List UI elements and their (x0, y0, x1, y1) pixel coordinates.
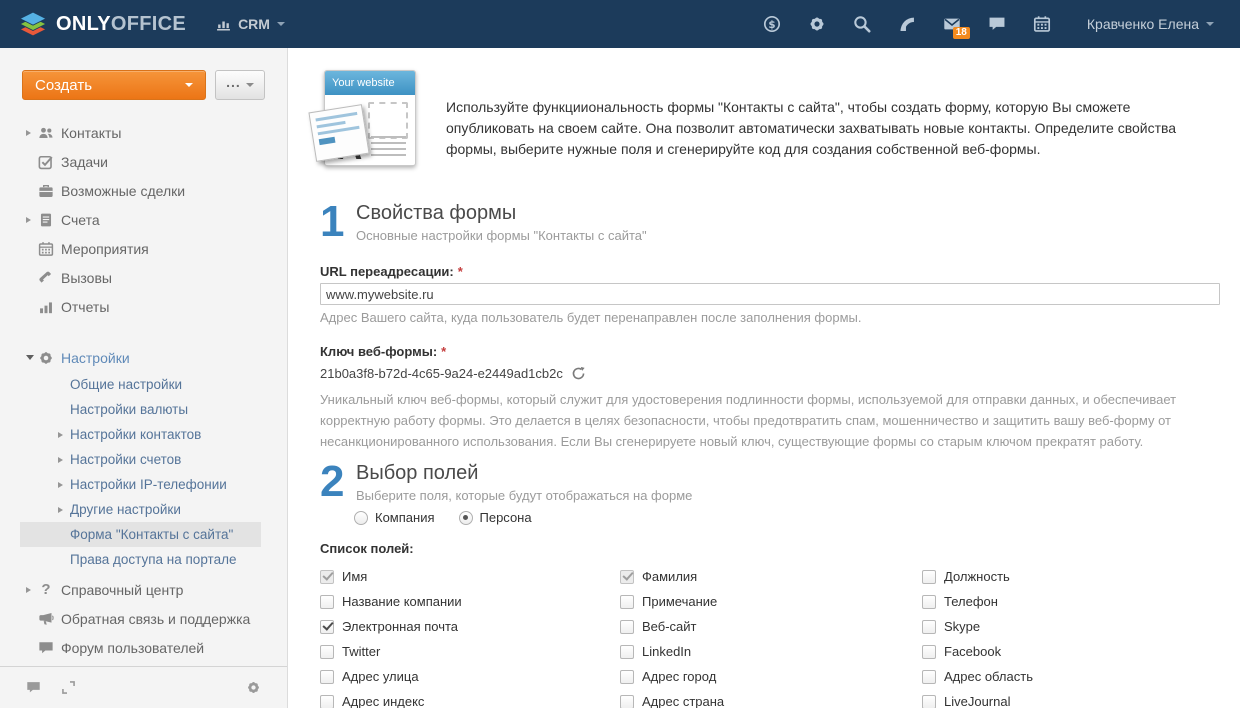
calendar-icon (1033, 15, 1051, 33)
sidebar-item-settings[interactable] (0, 343, 287, 372)
sidebar-item-settings-voip[interactable]: Настройки IP-телефонии (20, 472, 261, 497)
illustration-header: Your website (325, 71, 415, 95)
checkbox-address-zip[interactable]: Адрес индекс (320, 694, 620, 708)
expand-right-icon (58, 482, 70, 488)
sidebar-item-label: Вызовы (61, 269, 112, 286)
topbar (0, 0, 1240, 48)
expand-right-icon (58, 457, 70, 463)
sidebar-item-calls[interactable] (0, 263, 287, 292)
refresh-icon (571, 366, 586, 381)
mail-button[interactable] (943, 15, 967, 38)
feed-button[interactable] (898, 15, 916, 33)
sidebar-item-label: Задачи (61, 153, 109, 170)
expand-right-icon (26, 130, 38, 136)
user-name: Кравченко Елена (1086, 16, 1199, 32)
chevron-down-icon (1206, 22, 1214, 26)
section-number: 2 (320, 457, 345, 506)
checkbox-first-name[interactable]: Имя (320, 569, 620, 584)
sidebar-item-label: Мероприятия (61, 240, 149, 257)
expand-right-icon (26, 587, 38, 593)
gear-icon (246, 680, 261, 695)
web-form-key-label: Ключ веб-формы: * (320, 344, 447, 359)
checkbox-address-country[interactable]: Адрес страна (620, 694, 922, 708)
section-title: Выбор полей (356, 462, 479, 484)
create-row (0, 48, 287, 108)
search-icon (853, 15, 871, 33)
web-form-key-row (320, 366, 1220, 381)
checkbox-skype[interactable]: Skype (922, 619, 1220, 634)
topbar-icons (763, 15, 1051, 38)
calendar-button[interactable] (1033, 15, 1051, 33)
radio-person-input[interactable] (459, 511, 473, 525)
section-number: 1 (320, 197, 345, 246)
briefcase-icon (38, 183, 54, 199)
main-content (288, 48, 1240, 708)
checkbox-address-street[interactable]: Адрес улица (320, 669, 620, 684)
portal-settings-button[interactable] (808, 15, 826, 33)
expand-icon (61, 680, 76, 695)
sidebar-item-tasks[interactable] (0, 147, 287, 176)
intro-block (320, 70, 1220, 168)
chat-icon (26, 680, 41, 695)
create-button[interactable] (22, 70, 206, 100)
onlyoffice-logo-icon (20, 12, 46, 36)
contact-type-radios (354, 510, 1220, 525)
gear-icon (808, 15, 826, 33)
sidebar-settings-button[interactable] (246, 680, 261, 695)
sidebar-item-help-center[interactable] (0, 575, 287, 604)
section-form-properties (320, 197, 1220, 246)
sidebar-item-settings-common[interactable]: Общие настройки (70, 377, 183, 392)
radio-company[interactable]: Компания (354, 510, 435, 525)
section-subtitle: Выберите поля, которые будут отображаться на форме (356, 488, 693, 503)
sidebar-item-settings-other[interactable]: Другие настройки (20, 497, 261, 522)
sidebar-item-label: Отчеты (61, 298, 110, 315)
expand-right-icon (58, 507, 70, 513)
checkbox-note[interactable]: Примечание (620, 594, 922, 609)
sidebar-item-settings-contacts[interactable]: Настройки контактов (20, 422, 261, 447)
search-button[interactable] (853, 15, 871, 33)
checkbox-company-name[interactable]: Название компании (320, 594, 620, 609)
checkbox-livejournal[interactable]: LiveJournal (922, 694, 1220, 708)
expand-sidebar-button[interactable] (61, 680, 76, 695)
fields-list-label: Список полей: (320, 541, 414, 556)
checkbox-linkedin[interactable]: LinkedIn (620, 644, 922, 659)
sidebar-item-events[interactable] (0, 234, 287, 263)
url-label: URL переадресации: * (320, 264, 463, 279)
url-help-text: Адрес Вашего сайта, куда пользователь будет перенаправлен после заполнения формы. (320, 310, 862, 325)
sidebar-item-users-forum[interactable] (0, 633, 287, 662)
intro-text: Используйте функцииональность формы "Контакты с сайта", чтобы создать форму, которую Вы сможете опубликовать на своем сайте. Она позволит автоматически захватывать новые контакты. Определите свойства формы, выберите нужные поля и сгенерируйте код для создания собственной веб-формы. (446, 99, 1177, 157)
expand-right-icon (26, 217, 38, 223)
payments-button[interactable] (763, 15, 781, 33)
required-mark: * (457, 264, 463, 279)
website-form-illustration (320, 70, 420, 168)
logo-text-only: ONLY (56, 12, 111, 35)
bar-chart-icon (38, 299, 54, 315)
sidebar-item-label: Возможные сделки (61, 182, 186, 199)
contacts-icon (38, 125, 54, 141)
checkbox-phone[interactable]: Телефон (922, 594, 1220, 609)
sidebar-item-label: Настройки (61, 349, 130, 366)
sidebar-item-label: Обратная связь и поддержка (61, 610, 251, 627)
sidebar-item-label: Форум пользователей (61, 639, 205, 656)
sidebar-item-settings-invoices[interactable]: Настройки счетов (20, 447, 261, 472)
tasks-icon (38, 154, 54, 170)
megaphone-icon (38, 611, 54, 627)
chat-icon (988, 15, 1006, 33)
crm-icon (216, 17, 231, 32)
checkbox-facebook[interactable]: Facebook (922, 644, 1220, 659)
chevron-down-icon (277, 22, 285, 26)
logo-text-office: OFFICE (110, 12, 187, 35)
chevron-down-icon (246, 83, 254, 87)
dollar-icon (763, 15, 781, 33)
checkbox-position[interactable]: Должность (922, 569, 1220, 584)
checkbox-last-name[interactable]: Фамилия (620, 569, 922, 584)
fields-column-1 (320, 569, 620, 708)
sidebar-item-settings-website-contact-form[interactable]: Форма "Контакты с сайта" (20, 522, 261, 547)
section-subtitle: Основные настройки формы "Контакты с сайта" (356, 228, 647, 243)
sidebar-item-label: Контакты (61, 124, 122, 141)
sidebar-item-invoices[interactable] (0, 205, 287, 234)
checkbox-address-city[interactable]: Адрес город (620, 669, 922, 684)
sidebar-footer (0, 666, 287, 708)
section-field-selection (320, 457, 1220, 506)
radio-company-input[interactable] (354, 511, 368, 525)
sidebar (0, 48, 288, 708)
radio-person[interactable]: Персона (459, 510, 532, 525)
checkbox-address-region[interactable]: Адрес область (922, 669, 1220, 684)
required-mark: * (441, 344, 447, 359)
sidebar-item-label: Счета (61, 211, 100, 228)
product-switcher-crm[interactable] (216, 16, 285, 32)
sidebar-item-settings-access-rights[interactable]: Права доступа на портале (70, 552, 237, 567)
regenerate-key-button[interactable] (571, 366, 586, 381)
product-label: CRM (238, 16, 270, 32)
document-icon (38, 212, 54, 228)
sidebar-menu (0, 108, 287, 666)
more-button-label: ... (226, 73, 241, 90)
illustration-mini-form (308, 104, 369, 162)
sidebar-item-feedback-support[interactable] (0, 604, 287, 633)
sidebar-item-opportunities[interactable] (0, 176, 287, 205)
forum-icon (38, 640, 54, 656)
chevron-down-icon (185, 83, 193, 87)
onlyoffice-logo[interactable] (20, 12, 186, 36)
sidebar-item-reports[interactable] (0, 292, 287, 321)
feed-icon (898, 15, 916, 33)
redirect-url-input[interactable] (320, 283, 1220, 305)
collapse-down-icon (26, 355, 38, 360)
more-actions-button[interactable] (215, 70, 265, 100)
web-form-key-value: 21b0a3f8-b72d-4c65-9a24-e2449ad1cb2c (320, 366, 563, 381)
illustration-lines (371, 132, 406, 156)
checkbox-website[interactable]: Веб-сайт (620, 619, 922, 634)
logo-text (56, 13, 186, 36)
sidebar-item-contacts[interactable] (0, 118, 287, 147)
calendar-icon (38, 241, 54, 257)
fields-column-3 (922, 569, 1220, 708)
sidebar-item-settings-currency[interactable]: Настройки валюты (70, 402, 189, 417)
gear-icon (38, 350, 54, 366)
section-title: Свойства формы (356, 202, 517, 224)
create-button-label: Создать (35, 76, 93, 94)
checkbox-email[interactable]: Электронная почта (320, 619, 620, 634)
user-menu[interactable] (1087, 16, 1214, 32)
mail-unread-badge: 18 (953, 27, 970, 39)
support-chat-button[interactable] (26, 680, 41, 695)
fields-checkbox-grid (320, 569, 1220, 708)
phone-icon (38, 270, 54, 286)
talk-button[interactable] (988, 15, 1006, 33)
checkbox-twitter[interactable]: Twitter (320, 644, 620, 659)
sidebar-item-label: Справочный центр (61, 581, 184, 598)
key-help-text: Уникальный ключ веб-формы, который служит для удостоверения подлинности формы, используемой для отправки данных, и обеспечивает корректную работу формы. Это делается в целях безопасности, чтобы предотвратить спам, мошенничество и защитить вашу веб-форму от несанкционированного использования. Если Вы сгенерируете новый ключ, существующие формы со старым ключом прекратят работу. (320, 392, 1177, 449)
expand-right-icon (58, 432, 70, 438)
question-icon: ? (41, 581, 51, 598)
fields-column-2 (620, 569, 922, 708)
